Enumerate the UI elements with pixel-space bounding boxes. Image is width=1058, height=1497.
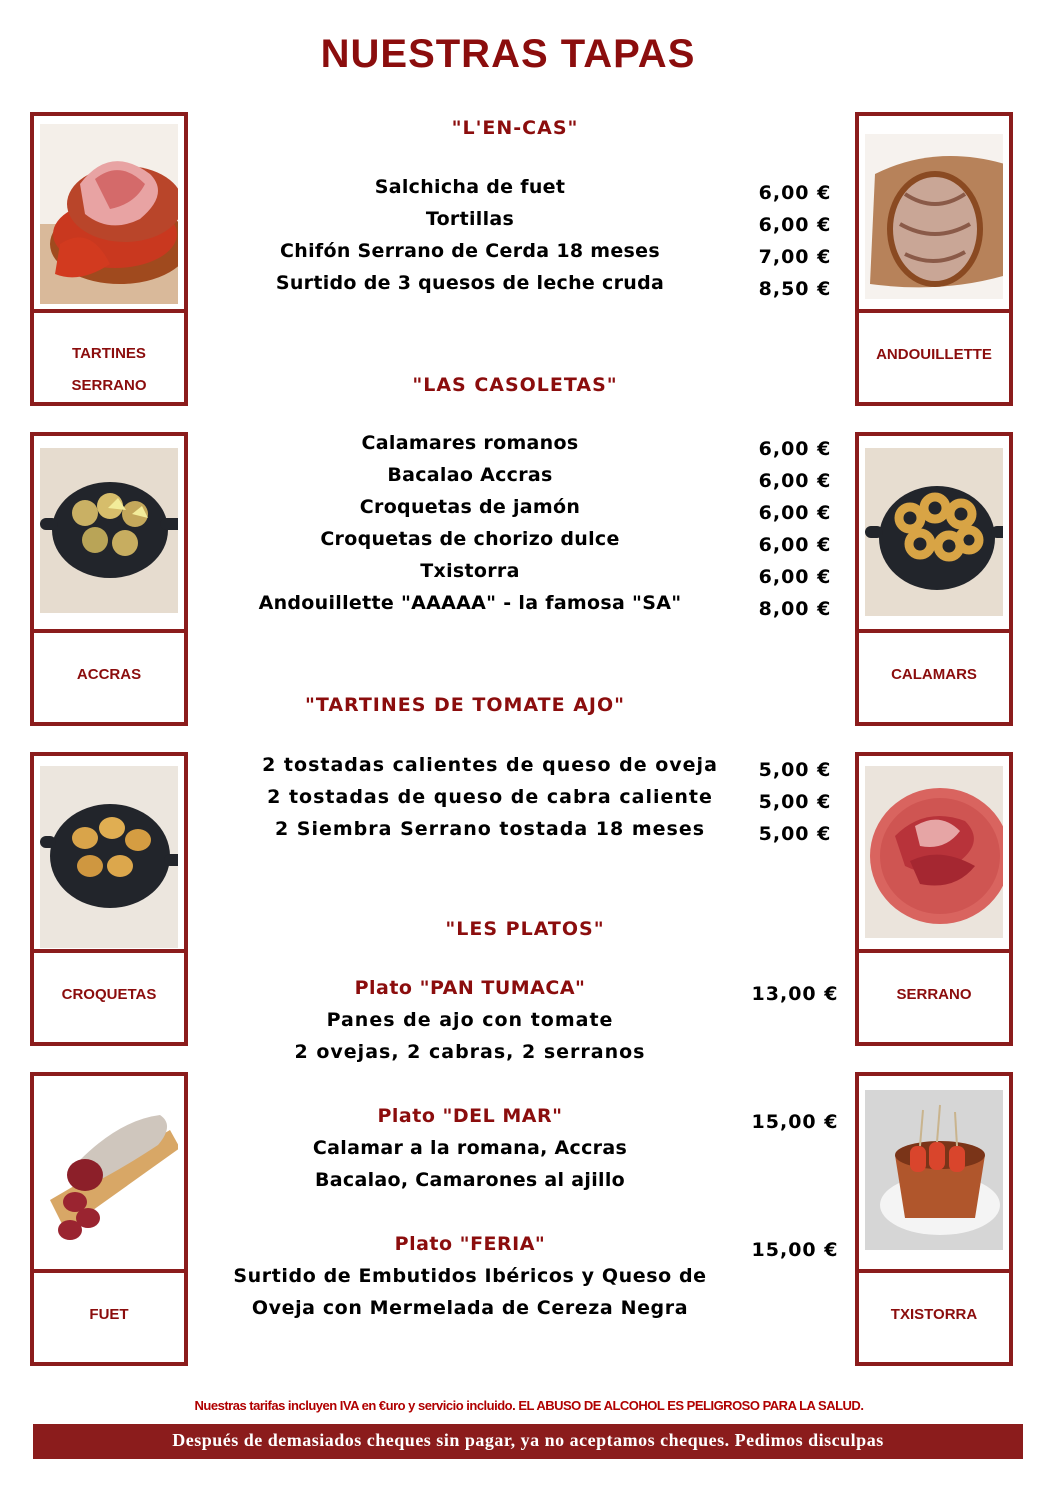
fuet-photo [40, 1090, 178, 1265]
menu-item-price: 7,00 € [758, 246, 832, 268]
plato-price: 15,00 € [751, 1239, 839, 1261]
photo-panel-croquetas [30, 752, 188, 1046]
serrano-caption: SERRANO [896, 986, 972, 1003]
menu-item-price: 5,00 € [758, 791, 832, 813]
plato-description: Calamar a la romana, Accras [312, 1137, 628, 1159]
section-title-platos: "LES PLATOS" [445, 918, 605, 940]
footer-legal-note: Nuestras tarifas incluyen IVA en €uro y servicio incluido. EL ABUSO DE ALCOHOL ES PELIGROSO PARA LA SALUD. [194, 1398, 864, 1413]
plato-price: 13,00 € [751, 983, 839, 1005]
menu-item-price: 6,00 € [758, 566, 832, 588]
tartines-serrano-photo [40, 124, 178, 304]
photo-panel-txistorra [855, 1072, 1013, 1366]
photo-panel-andouillette [855, 112, 1013, 406]
photo-panel-fuet [30, 1072, 188, 1366]
photo-panel-accras [30, 432, 188, 726]
menu-item-name: Salchicha de fuet [374, 176, 566, 198]
menu-item-name: Croquetas de jamón [359, 496, 581, 518]
plato-description: Surtido de Embutidos Ibéricos y Queso de [233, 1265, 707, 1287]
andouillette-photo [865, 134, 1003, 314]
txistorra-photo [865, 1090, 1003, 1250]
menu-item-price: 8,00 € [758, 598, 832, 620]
menu-item-name: Calamares romanos [361, 432, 579, 454]
menu-item-name: Bacalao Accras [387, 464, 553, 486]
plato-description: Bacalao, Camarones al ajillo [314, 1169, 626, 1191]
calamars-photo [865, 448, 1003, 616]
section-title-lencas: "L'EN-CAS" [451, 117, 579, 139]
fuet-caption: FUET [89, 1306, 129, 1323]
menu-item-price: 6,00 € [758, 438, 832, 460]
menu-item-price: 6,00 € [758, 182, 832, 204]
plato-title: Plato "FERIA" [394, 1233, 546, 1255]
menu-item-name: Croquetas de chorizo dulce [320, 528, 620, 550]
plato-title: Plato "DEL MAR" [377, 1105, 563, 1127]
menu-item-name: Chifón Serrano de Cerda 18 meses [280, 240, 660, 262]
photo-panel-serrano [855, 752, 1013, 1046]
photo-panel-calamars [855, 432, 1013, 726]
menu-item-price: 6,00 € [758, 470, 832, 492]
calamars-caption: CALAMARS [891, 666, 977, 683]
menu-item-name: 2 tostadas calientes de queso de oveja [262, 754, 718, 776]
plato-description: Oveja con Mermelada de Cereza Negra [251, 1297, 689, 1319]
andouillette-caption: ANDOUILLETTE [876, 346, 992, 363]
menu-item-name: 2 tostadas de queso de cabra caliente [267, 786, 713, 808]
menu-item-price: 5,00 € [758, 823, 832, 845]
croquetas-photo [40, 766, 178, 948]
menu-item-price: 6,00 € [758, 214, 832, 236]
croquetas-caption: CROQUETAS [61, 986, 157, 1003]
txistorra-caption: TXISTORRA [890, 1306, 978, 1323]
menu-item-price: 6,00 € [758, 534, 832, 556]
footer-cheque-notice: Después de demasiados cheques sin pagar, ya no aceptamos cheques. Pedimos disculpas [33, 1424, 1023, 1459]
menu-item-name: Txistorra [420, 560, 520, 582]
menu-item-name: 2 Siembra Serrano tostada 18 meses [274, 818, 706, 840]
section-title-casoletas: "LAS CASOLETAS" [412, 374, 618, 396]
accras-photo [40, 448, 178, 613]
page-title: NUESTRAS TAPAS [320, 32, 696, 76]
menu-item-name: Surtido de 3 quesos de leche cruda [275, 272, 665, 294]
section-title-tartines: "TARTINES DE TOMATE AJO" [304, 694, 626, 716]
menu-item-price: 8,50 € [758, 278, 832, 300]
menu-item-name: Tortillas [425, 208, 515, 230]
plato-price: 15,00 € [751, 1111, 839, 1133]
plato-description: Panes de ajo con tomate [326, 1009, 614, 1031]
accras-caption: ACCRAS [76, 666, 142, 683]
plato-title: Plato "PAN TUMACA" [354, 977, 586, 999]
menu-item-price: 5,00 € [758, 759, 832, 781]
plato-description: 2 ovejas, 2 cabras, 2 serranos [294, 1041, 646, 1063]
menu-item-name: Andouillette "AAAAA" - la famosa "SA" [258, 592, 682, 614]
photo-panel-tartines-serrano [30, 112, 188, 406]
menu-item-price: 6,00 € [758, 502, 832, 524]
tartines-serrano-caption: TARTINES SERRANO [71, 345, 147, 394]
serrano-photo [865, 766, 1003, 938]
